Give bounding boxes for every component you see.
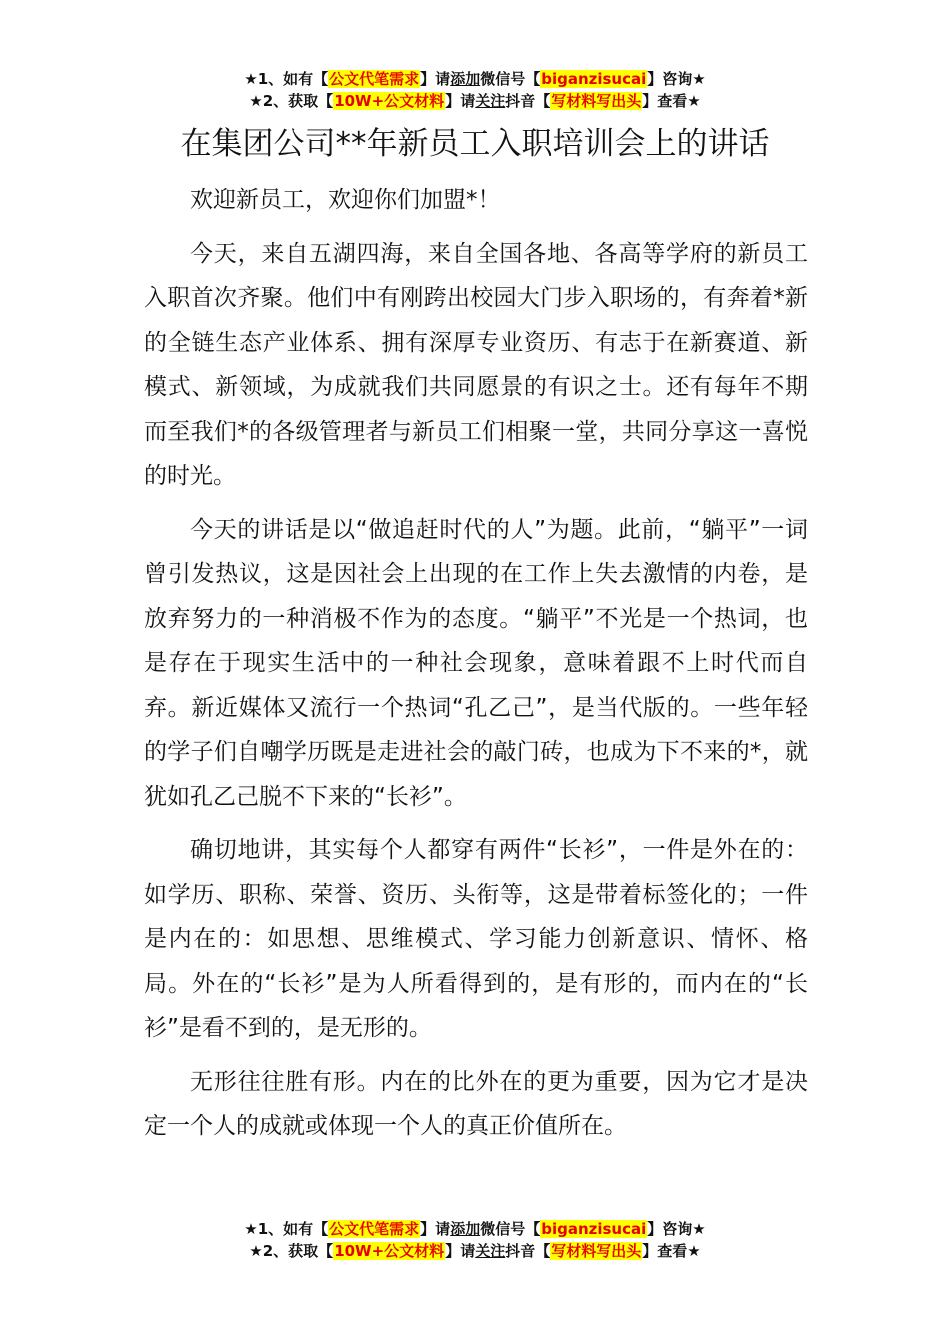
promo-text: 】请	[420, 1220, 451, 1238]
promo-line-2	[0, 90, 950, 112]
promo-text: 】咨询★	[647, 70, 706, 88]
promo-text: 抖音【	[505, 1242, 551, 1260]
promo-text: 微信号【	[480, 1220, 541, 1238]
document-title: 在集团公司**年新员工入职培训会上的讲话	[180, 126, 770, 162]
promo-text: ★2、获取【	[249, 92, 334, 110]
paragraph: 确切地讲，其实每个人都穿有两件“长衫”，一件是外在的：如学历、职称、荣誉、资历、头衔等，这是带着标签化的；一件是内在的：如思想、思维模式、学习能力创新意识、情怀、格局。外在的“长衫”是为人所看得到的，是有形的，而内在的“长衫”是看不到的，是无形的。	[144, 837, 808, 1041]
promo-text-underlined: 关注	[475, 1242, 506, 1260]
promo-text: ★1、如有【	[244, 70, 329, 88]
promo-text-underlined: 关注	[475, 92, 506, 110]
paragraph: 今天的讲话是以“做追赶时代的人”为题。此前，“躺平”一词曾引发热议，这是因社会上出现的在工作上失去激情的内卷，是放弃努力的一种消极不作为的态度。“躺平”不光是一个热词，也是存在于现实生活中的一种社会现象，意味着跟不上时代而自弃。新近媒体又流行一个热词“孔乙己”，是当代版的。一些年轻的学子们自嘲学历既是走进社会的敲门砖，也成为下不来的*，就犹如孔乙己脱不下来的“长衫”。	[144, 516, 808, 810]
promo-highlight: biganzisucai	[541, 70, 647, 88]
promo-highlight: biganzisucai	[541, 1220, 647, 1238]
promo-text: 】请	[445, 92, 476, 110]
paragraph: 今天，来自五湖四海，来自全国各地、各高等学府的新员工入职首次齐聚。他们中有刚跨出校园大门步入职场的，有奔着*新的全链生态产业体系、拥有深厚专业资历、有志于在新赛道、新模式、新领域，为成就我们共同愿景的有识之士。还有每年不期而至我们*的各级管理者与新员工们相聚一堂，共同分享这一喜悦的时光。	[144, 240, 808, 489]
promo-text: 】请	[420, 70, 451, 88]
promo-text: 】咨询★	[647, 1220, 706, 1238]
promo-highlight: 写材料写出头	[551, 92, 642, 110]
promo-text-underlined: 添加	[450, 1220, 481, 1238]
promo-text: 】查看★	[642, 1242, 701, 1260]
promo-text: 】查看★	[642, 92, 701, 110]
document-body	[144, 178, 808, 1158]
promo-highlight: 10W+公文材料	[334, 1242, 445, 1260]
footer-promo-banner	[0, 1218, 950, 1262]
promo-highlight: 写材料写出头	[551, 1242, 642, 1260]
promo-line-1	[0, 68, 950, 90]
promo-text: 微信号【	[480, 70, 541, 88]
promo-text: 】请	[445, 1242, 476, 1260]
paragraph: 无形往往胜有形。内在的比外在的更为重要，因为它才是决定一个人的成就或体现一个人的真正价值所在。	[144, 1068, 808, 1139]
promo-highlight: 公文代笔需求	[329, 1220, 420, 1238]
promo-text: ★1、如有【	[244, 1220, 329, 1238]
promo-highlight: 公文代笔需求	[329, 70, 420, 88]
promo-text-underlined: 添加	[450, 70, 481, 88]
promo-line-1	[0, 1218, 950, 1240]
paragraph: 欢迎新员工，欢迎你们加盟*！	[190, 187, 501, 213]
promo-text: 抖音【	[505, 92, 551, 110]
promo-text: ★2、获取【	[249, 1242, 334, 1260]
promo-line-2	[0, 1240, 950, 1262]
header-promo-banner	[0, 68, 950, 112]
promo-highlight: 10W+公文材料	[334, 92, 445, 110]
